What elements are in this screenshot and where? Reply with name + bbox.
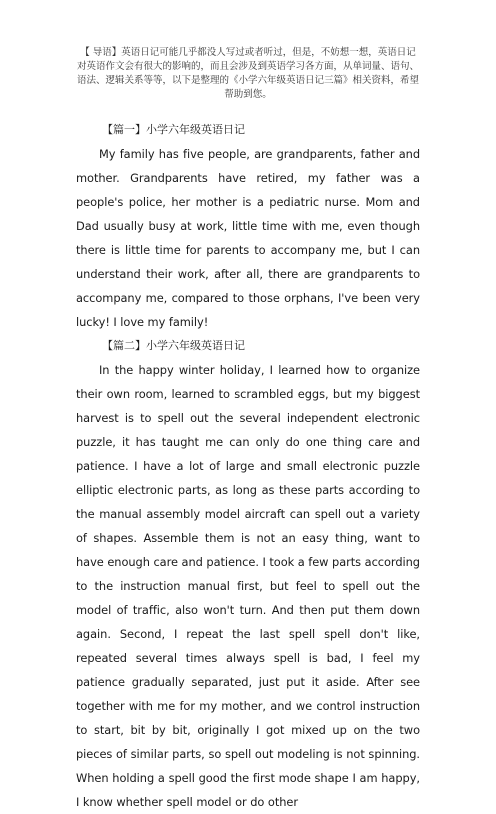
diary-content [76,118,420,814]
intro-paragraph: 【 导语】英语日记可能几乎都没人写过或者听过，但是，不妨想一想，英语日记对英语作文会有很大的影响的，而且会涉及到英语学习各方面，从单词量、语句、语法、逻辑关系等等，以下是整理的《小学六年级英语日记三篇》相关资料，希望帮助到您。 [76,47,419,100]
section-2-body: In the happy winter holiday, I learned how to organize their own room, learned to scrambled eggs, but my biggest harvest is to spell out the several independent electronic puzzle, it has taught me can only do one thing care and patience. I have a lot of large and small electronic puzzle elliptic electronic parts, as long as these parts according to the manual assembly model aircraft can spell out a variety of shapes. Assemble them is not an easy thing, want to have enough care and patience. I took a few parts according to the instruction manual first, but feel to spell out the model of traffic, also won't turn. And then put them down again. Second, I repeat the last spell spell don't like, repeated several times always spell is bad, I feel my patience gradually separated, just put it aside. After see together with me for my mother, and we control instruction to start, bit by bit, originally I got mixed up on the two pieces of similar parts, so spell out modeling is not spinning. When holding a spell good the first mode shape I am happy, I know whether spell model or do other [76,363,420,809]
section-1-heading: 【篇一】小学六年级英语日记 [102,123,245,136]
section-1-body: My family has five people, are grandparents, father and mother. Grandparents have retired, my father was a people's police, her mother is a pediatric nurse. Mom and Dad usually busy at work, little time with me, even though there is little time for parents to accompany me, but I can understand their work, after all, there are grandparents to accompany me, compared to those orphans, I've been very lucky! I love my family! [76,147,420,329]
section-2-heading: 【篇二】小学六年级英语日记 [102,339,245,352]
